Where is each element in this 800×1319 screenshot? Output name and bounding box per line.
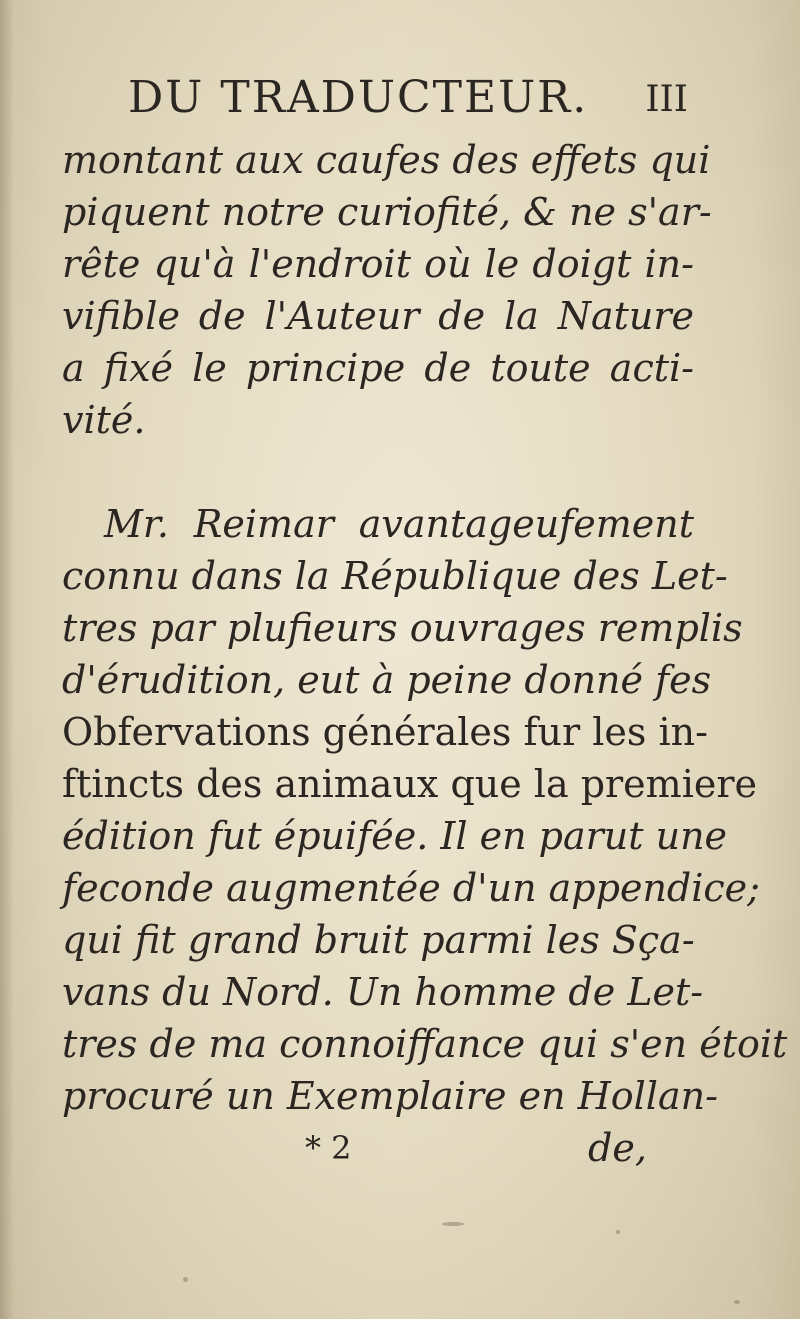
text-line: Obfervations générales fur les in- — [62, 710, 708, 754]
text-line: rête qu'à l'endroit où le doigt in- — [62, 242, 694, 286]
signature-mark: * 2 — [305, 1129, 352, 1167]
page-number: III — [645, 79, 688, 120]
text-line: a fixé le principe de toute acti- — [62, 346, 694, 390]
paper-speck — [183, 1277, 188, 1282]
text-line: Mr. Reimar avantageufement — [104, 502, 694, 546]
text-line: piquent notre curiofité, & ne s'ar- — [62, 190, 712, 234]
text-line: qui fit grand bruit parmi les Sça- — [62, 918, 695, 962]
paper-speck — [442, 1222, 464, 1226]
text-line: vans du Nord. Un homme de Let- — [62, 970, 704, 1014]
text-line: connu dans la République des Let- — [62, 554, 728, 598]
paper-speck — [734, 1300, 740, 1304]
text-line: montant aux caufes des effets qui — [62, 138, 711, 182]
text-line: feconde augmentée d'un appendice; — [62, 866, 760, 910]
text-line: édition fut épuifée. Il en parut une — [62, 814, 728, 858]
page-footer — [0, 1122, 800, 1174]
text-line: d'érudition, eut à peine donné fes — [62, 658, 712, 702]
text-line: vifible de l'Auteur de la Nature — [62, 294, 694, 338]
text-line: procuré un Exemplaire en Hollan- — [62, 1074, 718, 1118]
text-line: vité. — [62, 398, 146, 442]
catchword: de, — [588, 1126, 647, 1170]
running-head-title: DU TRADUCTEUR. — [128, 72, 589, 123]
text-line: tres par plufieurs ouvrages remplis — [62, 606, 743, 650]
text-line: ftincts des animaux que la premiere — [62, 762, 758, 806]
text-line: tres de ma connoiffance qui s'en étoit — [62, 1022, 788, 1066]
paper-speck — [616, 1230, 620, 1234]
